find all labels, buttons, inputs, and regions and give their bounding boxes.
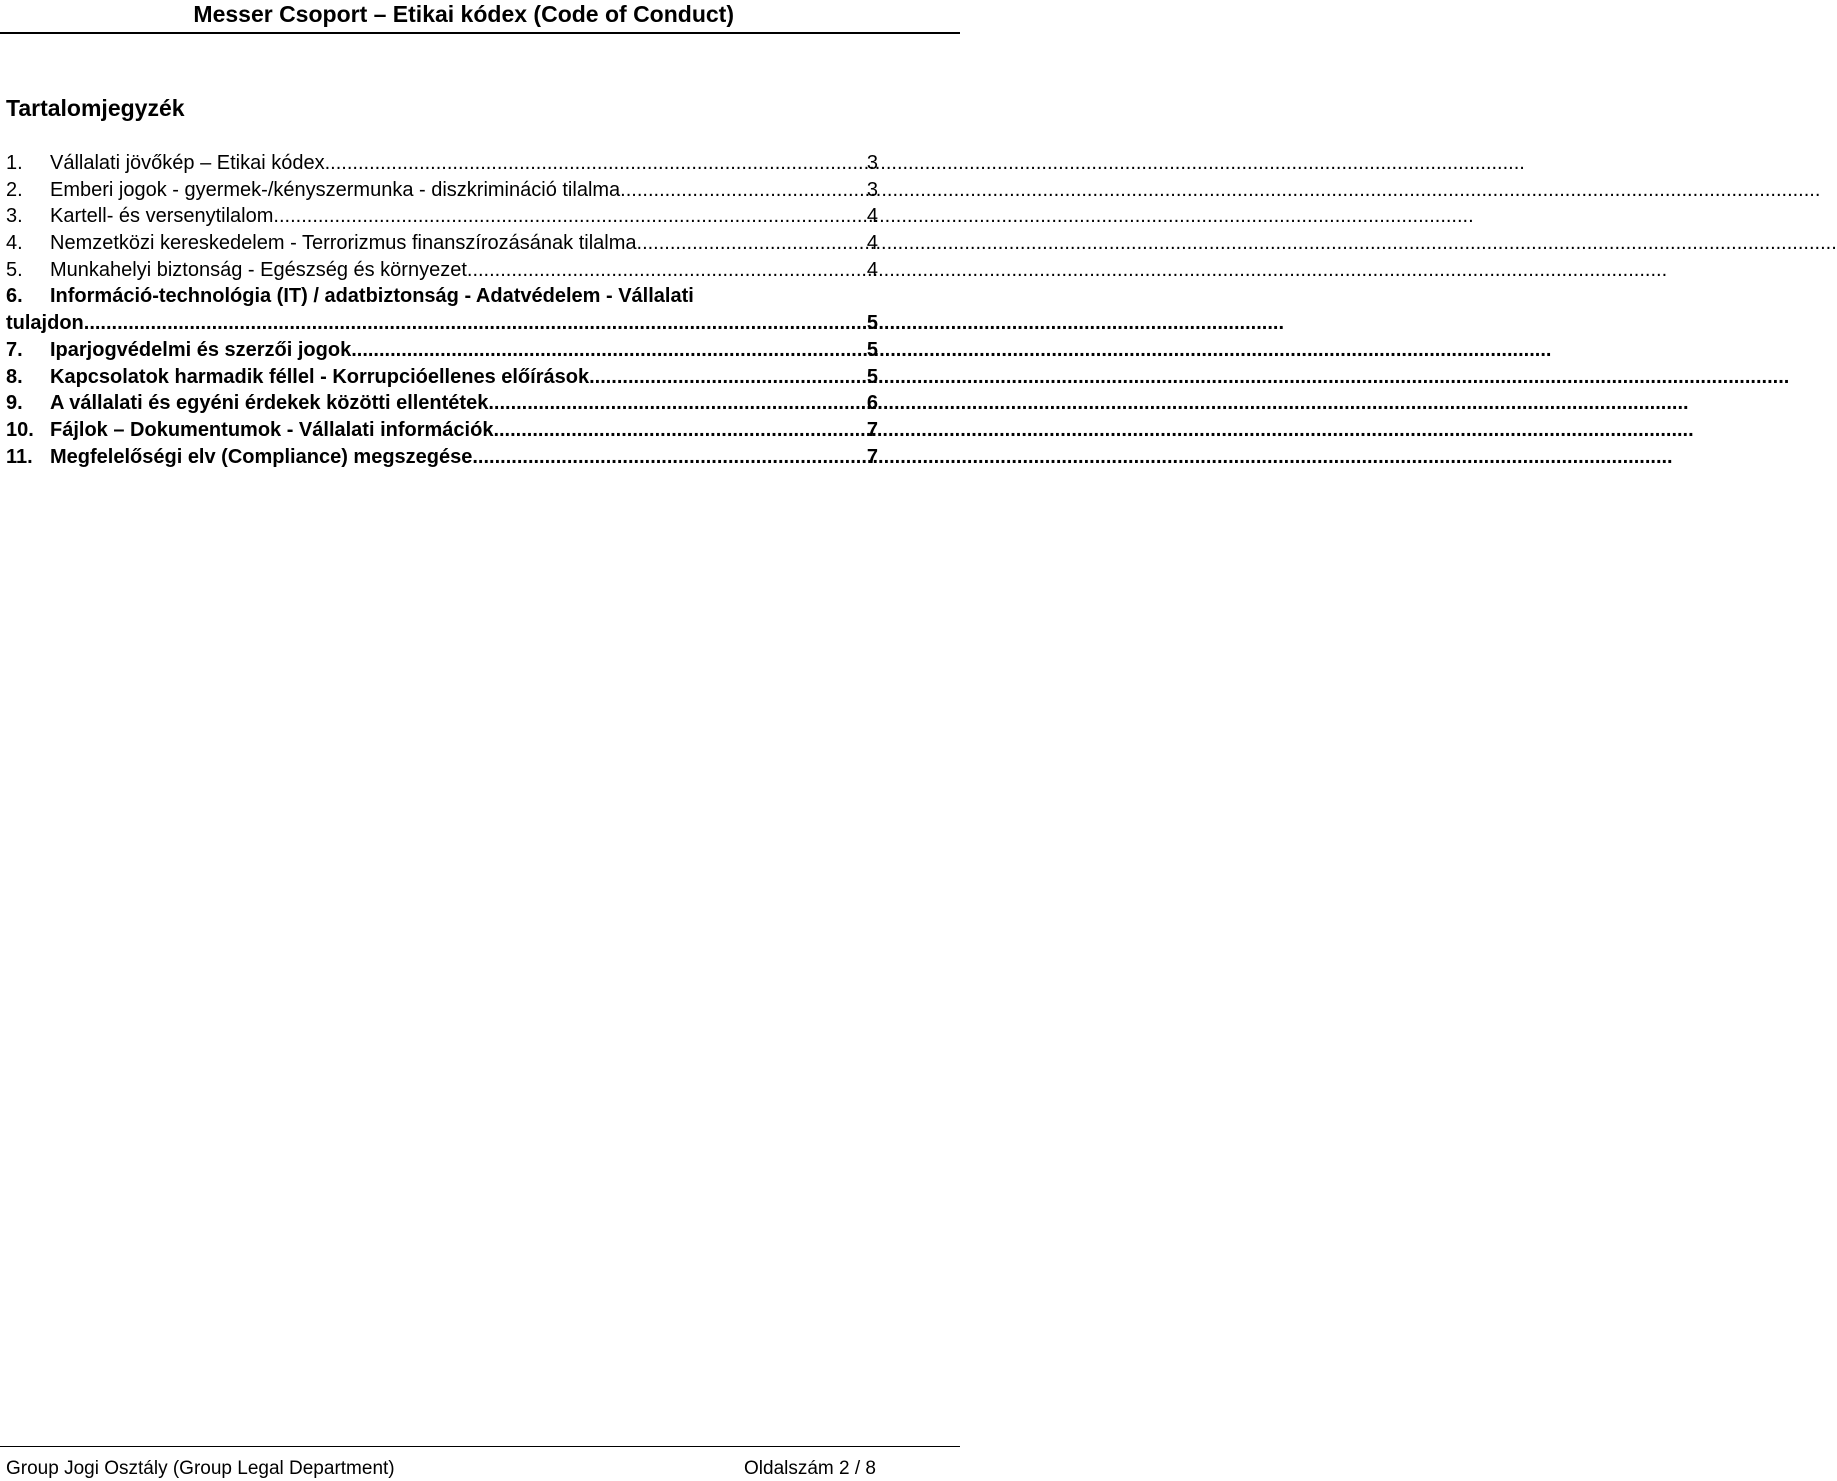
- toc-entry-text: Információ-technológia (IT) / adatbiztonság - Adatvédelem - Vállalati: [50, 285, 694, 308]
- toc-entry-4[interactable]: [6, 230, 878, 257]
- toc-dot-leader: [637, 230, 863, 257]
- toc-entry-page: 3: [866, 178, 878, 201]
- toc-dot-leader: [467, 257, 863, 284]
- toc-dot-leader: [620, 177, 863, 204]
- toc-entry-number: 7.: [6, 338, 23, 361]
- page-header: [0, 0, 960, 34]
- toc-entry-number: 10.: [6, 418, 34, 441]
- document-title: Messer Csoport – Etikai kódex (Code of Conduct): [193, 1, 734, 27]
- toc-entry-10[interactable]: [6, 417, 878, 444]
- toc-title: Tartalomjegyzék: [6, 95, 185, 121]
- toc-entry-2[interactable]: [6, 177, 878, 204]
- toc-entry-5[interactable]: [6, 257, 878, 284]
- toc-entry-number: 11.: [6, 445, 33, 468]
- toc-entry-7[interactable]: [6, 337, 878, 364]
- toc-entry-page: 4: [866, 205, 878, 228]
- toc-entry-number: 4.: [6, 232, 23, 255]
- toc-entry-text: Iparjogvédelmi és szerzői jogok: [50, 338, 352, 361]
- toc-entry-number: 2.: [6, 178, 23, 201]
- toc-entry-text: Emberi jogok - gyermek-/kényszermunka - diszkrimináció tilalma: [50, 178, 621, 201]
- toc-dot-leader: [325, 150, 863, 177]
- toc-entry-text: Kapcsolatok harmadik féllel - Korrupcióellenes előírások: [50, 365, 590, 388]
- toc-entry-11[interactable]: [6, 444, 878, 471]
- toc-dot-leader: [472, 444, 863, 471]
- page-footer: [0, 1446, 960, 1481]
- toc-entry-number: 3.: [6, 205, 23, 228]
- toc-entry-9[interactable]: [6, 390, 878, 417]
- toc-entry-text: Kartell- és versenytilalom: [50, 205, 274, 228]
- toc-entry-text: Nemzetközi kereskedelem - Terrorizmus finanszírozásának tilalma: [50, 232, 637, 255]
- toc-entry-6[interactable]: [6, 283, 878, 310]
- toc-entry-text: Megfelelőségi elv (Compliance) megszegése: [50, 445, 473, 468]
- toc-entry-page: 5: [866, 365, 878, 388]
- toc-entry-page: 4: [866, 232, 878, 255]
- toc-entry-text: Vállalati jövőkép – Etikai kódex: [50, 152, 325, 174]
- toc-entry-number: 1.: [6, 152, 23, 174]
- toc-entry-8[interactable]: [6, 364, 878, 391]
- toc-dot-leader: [351, 337, 863, 364]
- toc-entry-page: 7: [866, 445, 878, 468]
- footer-department: Group Jogi Osztály (Group Legal Department): [6, 1458, 395, 1479]
- toc-entry-6-continued[interactable]: [6, 310, 878, 337]
- toc-entry-number: 5.: [6, 258, 23, 281]
- toc-dot-leader: [589, 364, 863, 391]
- toc-entry-text: Munkahelyi biztonság - Egészség és környezet: [50, 258, 467, 281]
- toc-entry-3[interactable]: [6, 203, 878, 230]
- toc-dot-leader: [84, 310, 863, 337]
- toc-entry-page: 6: [866, 392, 878, 415]
- toc-dot-leader: [273, 203, 862, 230]
- toc-entry-number: 6.: [6, 285, 23, 308]
- toc-dot-leader: [488, 390, 863, 417]
- toc-entry-text: A vállalati és egyéni érdekek közötti ellentétek: [50, 392, 489, 415]
- footer-page-number: Oldalszám 2 / 8: [744, 1458, 876, 1479]
- toc-entry-page: 4: [866, 258, 878, 281]
- toc-entry-text: Fájlok – Dokumentumok - Vállalati információk: [50, 418, 494, 441]
- toc-entry-page: 3: [866, 152, 878, 174]
- toc-entry-number: 9.: [6, 392, 23, 415]
- toc-entry-page: 5: [866, 312, 878, 335]
- toc-entry-page: 7: [866, 418, 878, 441]
- toc-entry-text-continued: tulajdon: [6, 312, 84, 335]
- toc-entry-1[interactable]: [6, 150, 878, 177]
- toc-entry-number: 8.: [6, 365, 23, 388]
- toc-entry-page: 5: [866, 338, 878, 361]
- toc-list: [6, 150, 878, 470]
- toc-dot-leader: [493, 417, 862, 444]
